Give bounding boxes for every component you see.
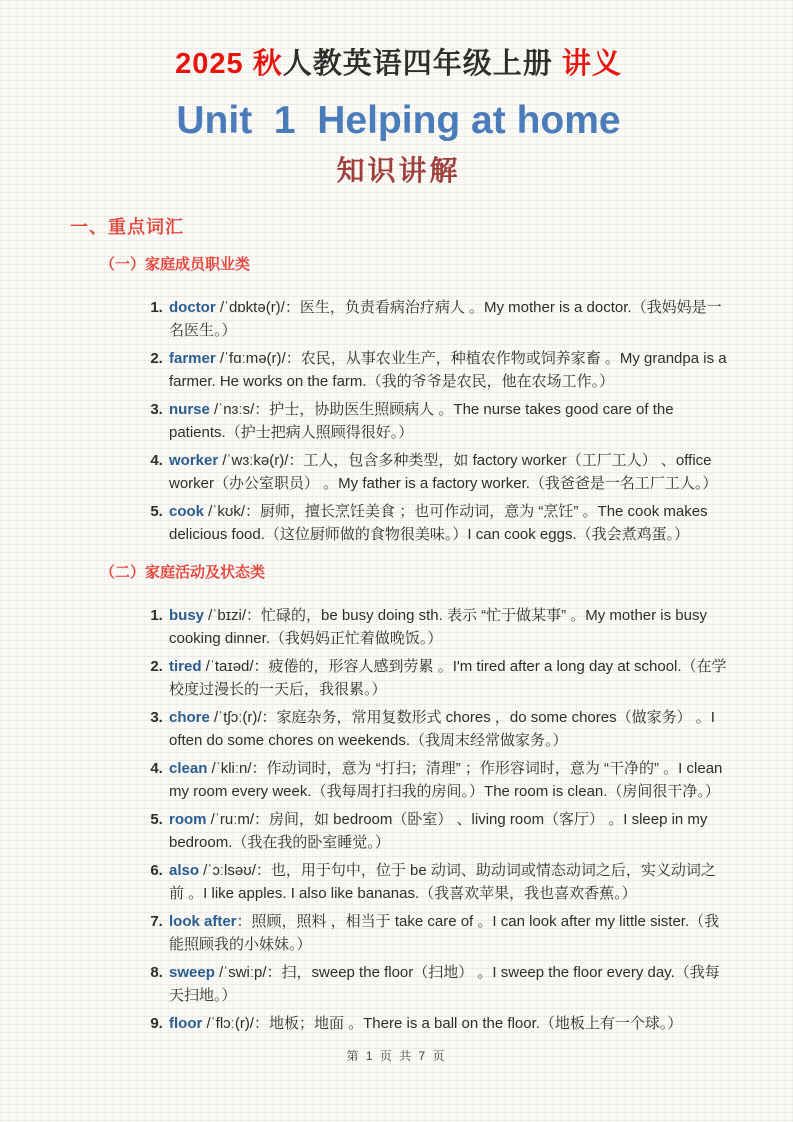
vocab-word: floor [169, 1015, 203, 1032]
vocab-desc: /ˈtʃɔː(r)/：家庭杂务，常用复数形式 chores ，do some chores（做家务） 。I often do some chores on weekends.（我周末经常做家务。） [169, 709, 715, 749]
vocab-word: cook [169, 503, 205, 520]
knowledge-subtitle: 知识讲解 [336, 156, 461, 187]
vocab-word: clean [169, 760, 208, 777]
document-title-edition: 人教英语四年级上册 [282, 48, 562, 80]
vocab-desc: /ˈtaɪəd/：疲倦的，形容人感到劳累 。I'm tired after a long day at school.（在学校度过漫长的一天后，我很累。） [169, 658, 727, 698]
vocab-item-worker [167, 449, 727, 495]
vocab-item-clean [167, 757, 727, 803]
vocab-item-chore [167, 706, 727, 752]
vocab-word: also [169, 862, 200, 879]
vocab-word: doctor [169, 299, 216, 316]
page-footer: 第 1 页 共 7 页 [346, 1049, 447, 1063]
vocab-word: chore [169, 709, 210, 726]
vocab-word: look after [169, 913, 237, 930]
vocab-word: sweep [169, 964, 215, 981]
vocab-item-also [167, 859, 727, 905]
vocab-item-nurse [167, 398, 727, 444]
vocab-word: tired [169, 658, 202, 675]
vocab-list-occupations [70, 296, 727, 546]
vocab-word: nurse [169, 401, 210, 418]
vocab-desc: /ˈwɜːkə(r)/：工人，包含多种类型，如 factory worker（工厂工人） 、office worker（办公室职员） 。My father is a factory worker.（我爸爸是一名工厂工人。） [169, 452, 718, 492]
vocab-desc: /ˈruːm/：房间，如 bedroom（卧室） 、living room（客厅） 。I sleep in my bedroom.（我在我的卧室睡觉。） [169, 811, 708, 851]
vocab-desc: /ˈbɪzi/：忙碌的，be busy doing sth. 表示 “忙于做某事” 。My mother is busy cooking dinner.（我妈妈正忙着做晚饭。） [169, 607, 707, 647]
vocab-desc: /ˈɔːlsəʊ/：也，用于句中，位于 be 动词、助动词或情态动词之后，实义动词之前 。I like apples. I also like bananas.（我喜欢苹果，我也喜欢香蕉。） [169, 862, 716, 902]
vocab-desc: /ˈkʊk/：厨师，擅长烹饪美食 ；也可作动词，意为 “烹饪” 。The cook makes delicious food.（这位厨师做的食物很美味。）I can cook eggs.（我会煮鸡蛋。） [169, 503, 708, 543]
section-title-key-vocab: 一、重点词汇 [70, 217, 184, 237]
vocab-item-farmer [167, 347, 727, 393]
vocab-item-sweep [167, 961, 727, 1007]
vocab-desc: /ˈdɒktə(r)/：医生，负责看病治疗病人 。My mother is a doctor.（我妈妈是一名医生。） [169, 299, 722, 339]
document-title-type: 讲义 [561, 48, 622, 80]
subsection-title-occupations: （一）家庭成员职业类 [100, 256, 251, 273]
vocab-desc: /ˈswiːp/：扫，sweep the floor（扫地） 。I sweep the floor every day.（我每天扫地。） [169, 964, 720, 1004]
vocab-word: worker [169, 452, 219, 469]
vocab-item-doctor [167, 296, 727, 342]
vocab-word: farmer [169, 350, 216, 367]
vocab-item-busy [167, 604, 727, 650]
vocab-item-floor [167, 1012, 727, 1035]
vocab-item-look-after [167, 910, 727, 956]
vocab-desc: /ˈnɜːs/：护士，协助医生照顾病人 。The nurse takes good care of the patients.（护士把病人照顾得很好。） [169, 401, 674, 441]
unit-title: Unit 1 Helping at home [176, 99, 621, 142]
vocab-word: busy [169, 607, 205, 624]
vocab-desc: /ˈflɔː(r)/：地板；地面 。There is a ball on the floor.（地板上有一个球。） [202, 1015, 683, 1032]
vocab-item-cook [167, 500, 727, 546]
vocab-desc: /ˈfɑːmə(r)/：农民，从事农业生产，种植农作物或饲养家畜 。My grandpa is a farmer. He works on the farm.（我的爷爷是农民，他在农场工作。） [169, 350, 727, 390]
vocab-word: room [169, 811, 207, 828]
subsection-title-activities: （二）家庭活动及状态类 [100, 564, 266, 581]
vocab-item-tired [167, 655, 727, 701]
document-title [70, 44, 727, 84]
document-title-year: 2025 秋 [175, 48, 283, 80]
vocab-list-activities [70, 604, 727, 1035]
vocab-desc: ：照顾，照料 ，相当于 take care of 。I can look after my little sister.（我能照顾我的小妹妹。） [169, 913, 720, 953]
vocab-item-room [167, 808, 727, 854]
vocab-desc: /ˈkliːn/：作动词时，意为 “打扫；清理” ；作形容词时，意为 “干净的” 。I clean my room every week.（我每周打扫我的房间。）The room is clean.（房间很干净。） [169, 760, 723, 800]
